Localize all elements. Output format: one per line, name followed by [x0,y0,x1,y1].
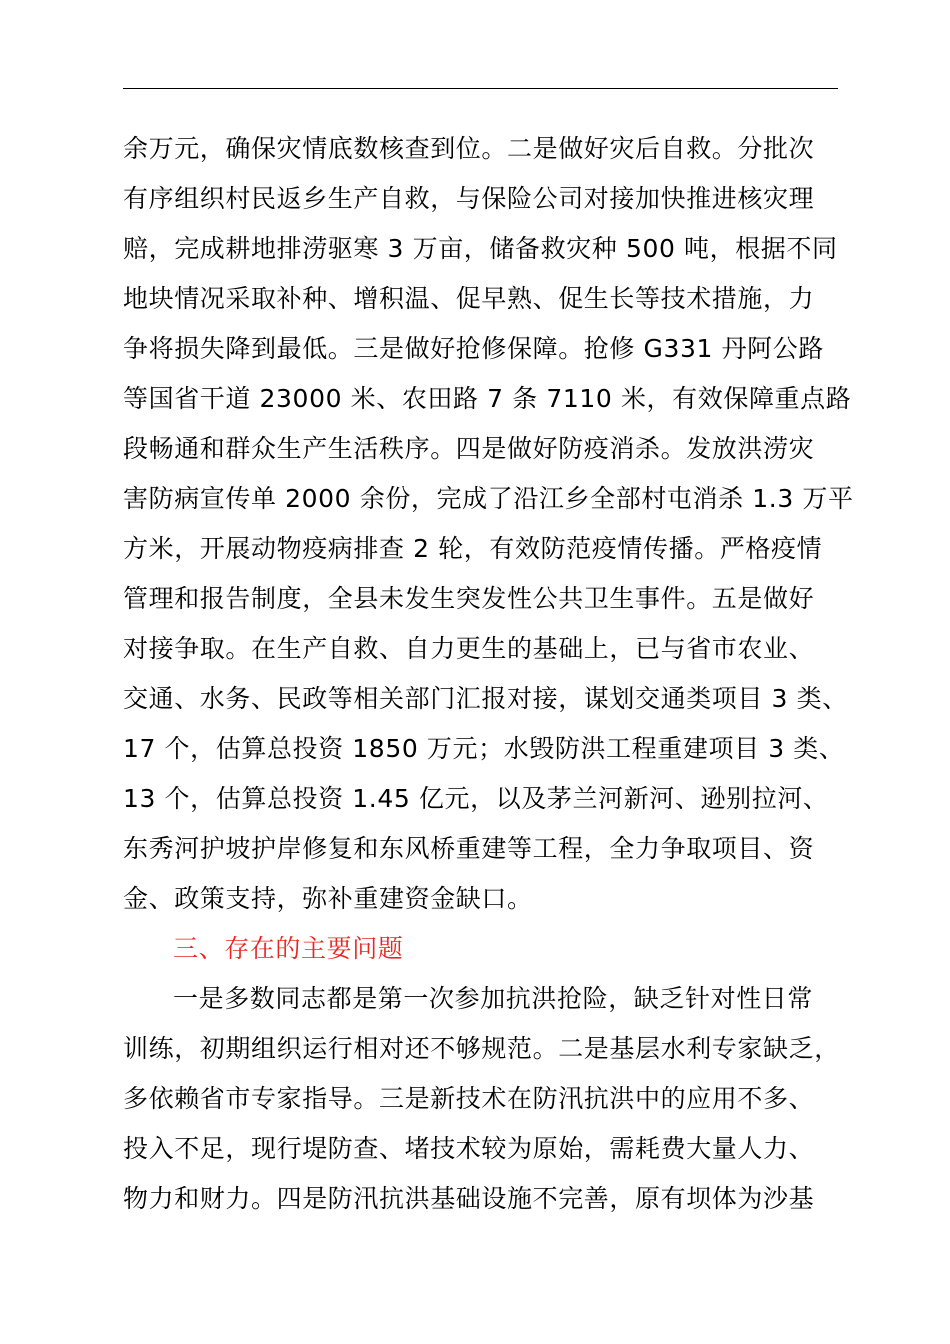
text-line: 地块情况采取补种、增积温、促早熟、促生长等技术措施，力 [123,284,815,313]
text-line: 交通、水务、民政等相关部门汇报对接，谋划交通类项目 3 类、 [123,684,848,713]
text-line: 一是多数同志都是第一次参加抗洪抢险，缺乏针对性日常 [173,984,814,1013]
text-line: 17 个，估算总投资 1850 万元；水毁防洪工程重建项目 3 类、 [123,734,845,763]
text-line: 金、政策支持，弥补重建资金缺口。 [123,884,533,913]
text-line: 有序组织村民返乡生产自救，与保险公司对接加快推进核灾理 [123,184,815,213]
text-line: 余万元，确保灾情底数核查到位。二是做好灾后自救。分批次 [123,134,815,163]
text-line: 争将损失降到最低。三是做好抢修保障。抢修 G331 丹阿公路 [123,334,824,363]
text-line: 赔，完成耕地排涝驱寒 3 万亩，储备救灾种 500 吨，根据不同 [123,234,838,263]
text-line: 物力和财力。四是防汛抗洪基础设施不完善，原有坝体为沙基 [123,1184,815,1213]
header-rule [123,88,838,89]
text-line: 段畅通和群众生产生活秩序。四是做好防疫消杀。发放洪涝灾 [123,434,815,463]
text-line: 害防病宣传单 2000 余份，完成了沿江乡全部村屯消杀 1.3 万平 [123,484,854,513]
text-line: 训练，初期组织运行相对还不够规范。二是基层水利专家缺乏， [123,1034,840,1063]
text-line: 投入不足，现行堤防查、堵技术较为原始，需耗费大量人力、 [123,1134,815,1163]
text-line: 管理和报告制度，全县未发生突发性公共卫生事件。五是做好 [123,584,815,613]
section-heading: 三、存在的主要问题 [173,934,404,963]
text-line: 方米，开展动物疫病排查 2 轮，有效防范疫情传播。严格疫情 [123,534,823,563]
text-line: 等国省干道 23000 米、农田路 7 条 7110 米，有效保障重点路 [123,384,852,413]
text-line: 对接争取。在生产自救、自力更生的基础上，已与省市农业、 [123,634,815,663]
text-line: 13 个，估算总投资 1.45 亿元，以及茅兰河新河、逊别拉河、 [123,784,829,813]
text-line: 多依赖省市专家指导。三是新技术在防汛抗洪中的应用不多、 [123,1084,815,1113]
text-line: 东秀河护坡护岸修复和东风桥重建等工程，全力争取项目、资 [123,834,815,863]
